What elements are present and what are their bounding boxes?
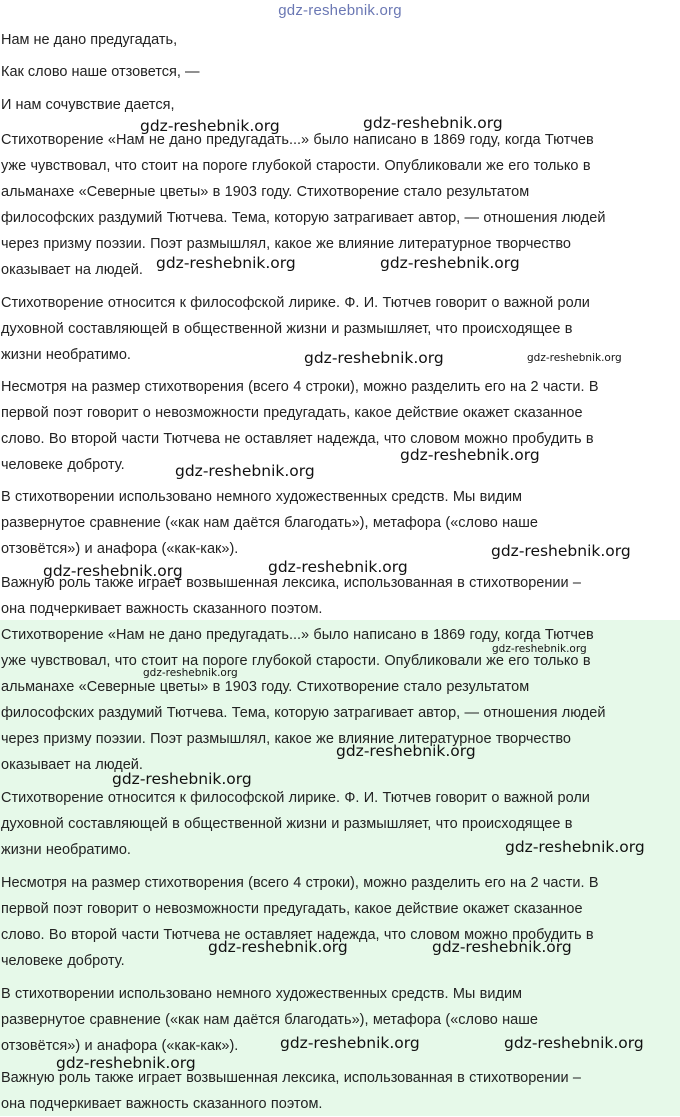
text-line: В стихотворении использовано немного художественных средств. Мы видим [1, 986, 523, 1002]
text-line: альманахе «Северные цветы» в 1903 году. Стихотворение стало результатом [1, 184, 530, 200]
text-line: уже чувствовал, что стоит на пороге глубокой старости. Опубликовали же его только в [1, 158, 591, 174]
analysis-paragraph-3 [1, 870, 677, 974]
text-line: она подчеркивает важность сказанного поэтом. [1, 1096, 323, 1112]
verse-line-3: И нам сочувствие дается, [1, 97, 175, 113]
text-line: Важную роль также играет возвышенная лексика, использованная в стихотворении – [1, 575, 581, 591]
text-line: первой поэт говорит о невозможности предугадать, какое действие окажет сказанное [1, 405, 583, 421]
text-line: духовной составляющей в общественной жизни и размышляет, что происходящее в [1, 816, 573, 832]
text-line: человеке доброту. [1, 457, 125, 473]
text-line: оказывает на людей. [1, 757, 143, 773]
verse-line-2: Как слово наше отзовется, — [1, 64, 200, 80]
analysis-paragraph-3 [1, 374, 677, 478]
verse-line-1: Нам не дано предугадать, [1, 32, 178, 48]
text-line: Несмотря на размер стихотворения (всего 4 строки), можно разделить его на 2 части. В [1, 875, 599, 891]
watermark: gdz-reshebnik.org [280, 1034, 420, 1052]
watermark: gdz-reshebnik.org [380, 254, 520, 272]
text-line: философских раздумий Тютчева. Тема, которую затрагивает автор, — отношения людей [1, 210, 606, 226]
watermark: gdz-reshebnik.org [156, 254, 296, 272]
text-line: жизни необратимо. [1, 842, 131, 858]
text-line: развернутое сравнение («как нам даётся благодать»), метафора («слово наше [1, 515, 538, 531]
watermark: gdz-reshebnik.org [363, 114, 503, 132]
text-line: слово. Во второй части Тютчева не оставляет надежда, что словом можно пробудить в [1, 927, 594, 943]
text-line: Важную роль также играет возвышенная лексика, использованная в стихотворении – [1, 1070, 581, 1086]
text-line: альманахе «Северные цветы» в 1903 году. Стихотворение стало результатом [1, 679, 530, 695]
text-line: через призму поэзии. Поэт размышлял, какое же влияние литературное творчество [1, 236, 571, 252]
watermark: gdz-reshebnik.org [143, 667, 238, 679]
text-line: Стихотворение относится к философской лирике. Ф. И. Тютчев говорит о важной роли [1, 790, 590, 806]
watermark: gdz-reshebnik.org [140, 117, 280, 135]
watermark: gdz-reshebnik.org [492, 643, 587, 655]
analysis-paragraph-1 [1, 127, 677, 283]
watermark: gdz-reshebnik.org [400, 446, 540, 464]
watermark: gdz-reshebnik.org [491, 542, 631, 560]
analysis-paragraph-5 [1, 1065, 677, 1117]
watermark: gdz-reshebnik.org [268, 558, 408, 576]
watermark: gdz-reshebnik.org [304, 349, 444, 367]
text-line: оказывает на людей. [1, 262, 143, 278]
text-line: духовной составляющей в общественной жизни и размышляет, что происходящее в [1, 321, 573, 337]
text-line: развернутое сравнение («как нам даётся благодать»), метафора («слово наше [1, 1012, 538, 1028]
text-line: Несмотря на размер стихотворения (всего 4 строки), можно разделить его на 2 части. В [1, 379, 599, 395]
text-line: жизни необратимо. [1, 347, 131, 363]
text-line: В стихотворении использовано немного художественных средств. Мы видим [1, 489, 523, 505]
text-line: отзовётся») и анафора («как-как»). [1, 1038, 239, 1054]
watermark: gdz-reshebnik.org [505, 838, 645, 856]
text-line: она подчеркивает важность сказанного поэтом. [1, 601, 323, 617]
watermark: gdz-reshebnik.org [527, 352, 622, 364]
watermark: gdz-reshebnik.org [504, 1034, 644, 1052]
text-line: уже чувствовал, что стоит на пороге глубокой старости. Опубликовали же его только в [1, 653, 591, 669]
text-line: через призму поэзии. Поэт размышлял, какое же влияние литературное творчество [1, 731, 571, 747]
watermark: gdz-reshebnik.org [208, 938, 348, 956]
text-line: Стихотворение «Нам не дано предугадать...» было написано в 1869 году, когда Тютчев [1, 132, 594, 148]
text-line: Стихотворение относится к философской лирике. Ф. И. Тютчев говорит о важной роли [1, 295, 590, 311]
text-line: слово. Во второй части Тютчева не оставляет надежда, что словом можно пробудить в [1, 431, 594, 447]
site-header-link[interactable]: gdz-reshebnik.org [278, 2, 402, 19]
text-line: отзовётся») и анафора («как-как»). [1, 541, 239, 557]
watermark: gdz-reshebnik.org [56, 1054, 196, 1072]
text-line: философских раздумий Тютчева. Тема, которую затрагивает автор, — отношения людей [1, 705, 606, 721]
watermark: gdz-reshebnik.org [432, 938, 572, 956]
watermark: gdz-reshebnik.org [175, 462, 315, 480]
watermark: gdz-reshebnik.org [112, 770, 252, 788]
watermark: gdz-reshebnik.org [336, 742, 476, 760]
text-line: Стихотворение «Нам не дано предугадать...» было написано в 1869 году, когда Тютчев [1, 627, 594, 643]
watermark: gdz-reshebnik.org [43, 562, 183, 580]
text-line: первой поэт говорит о невозможности предугадать, какое действие окажет сказанное [1, 901, 583, 917]
text-line: человеке доброту. [1, 953, 125, 969]
